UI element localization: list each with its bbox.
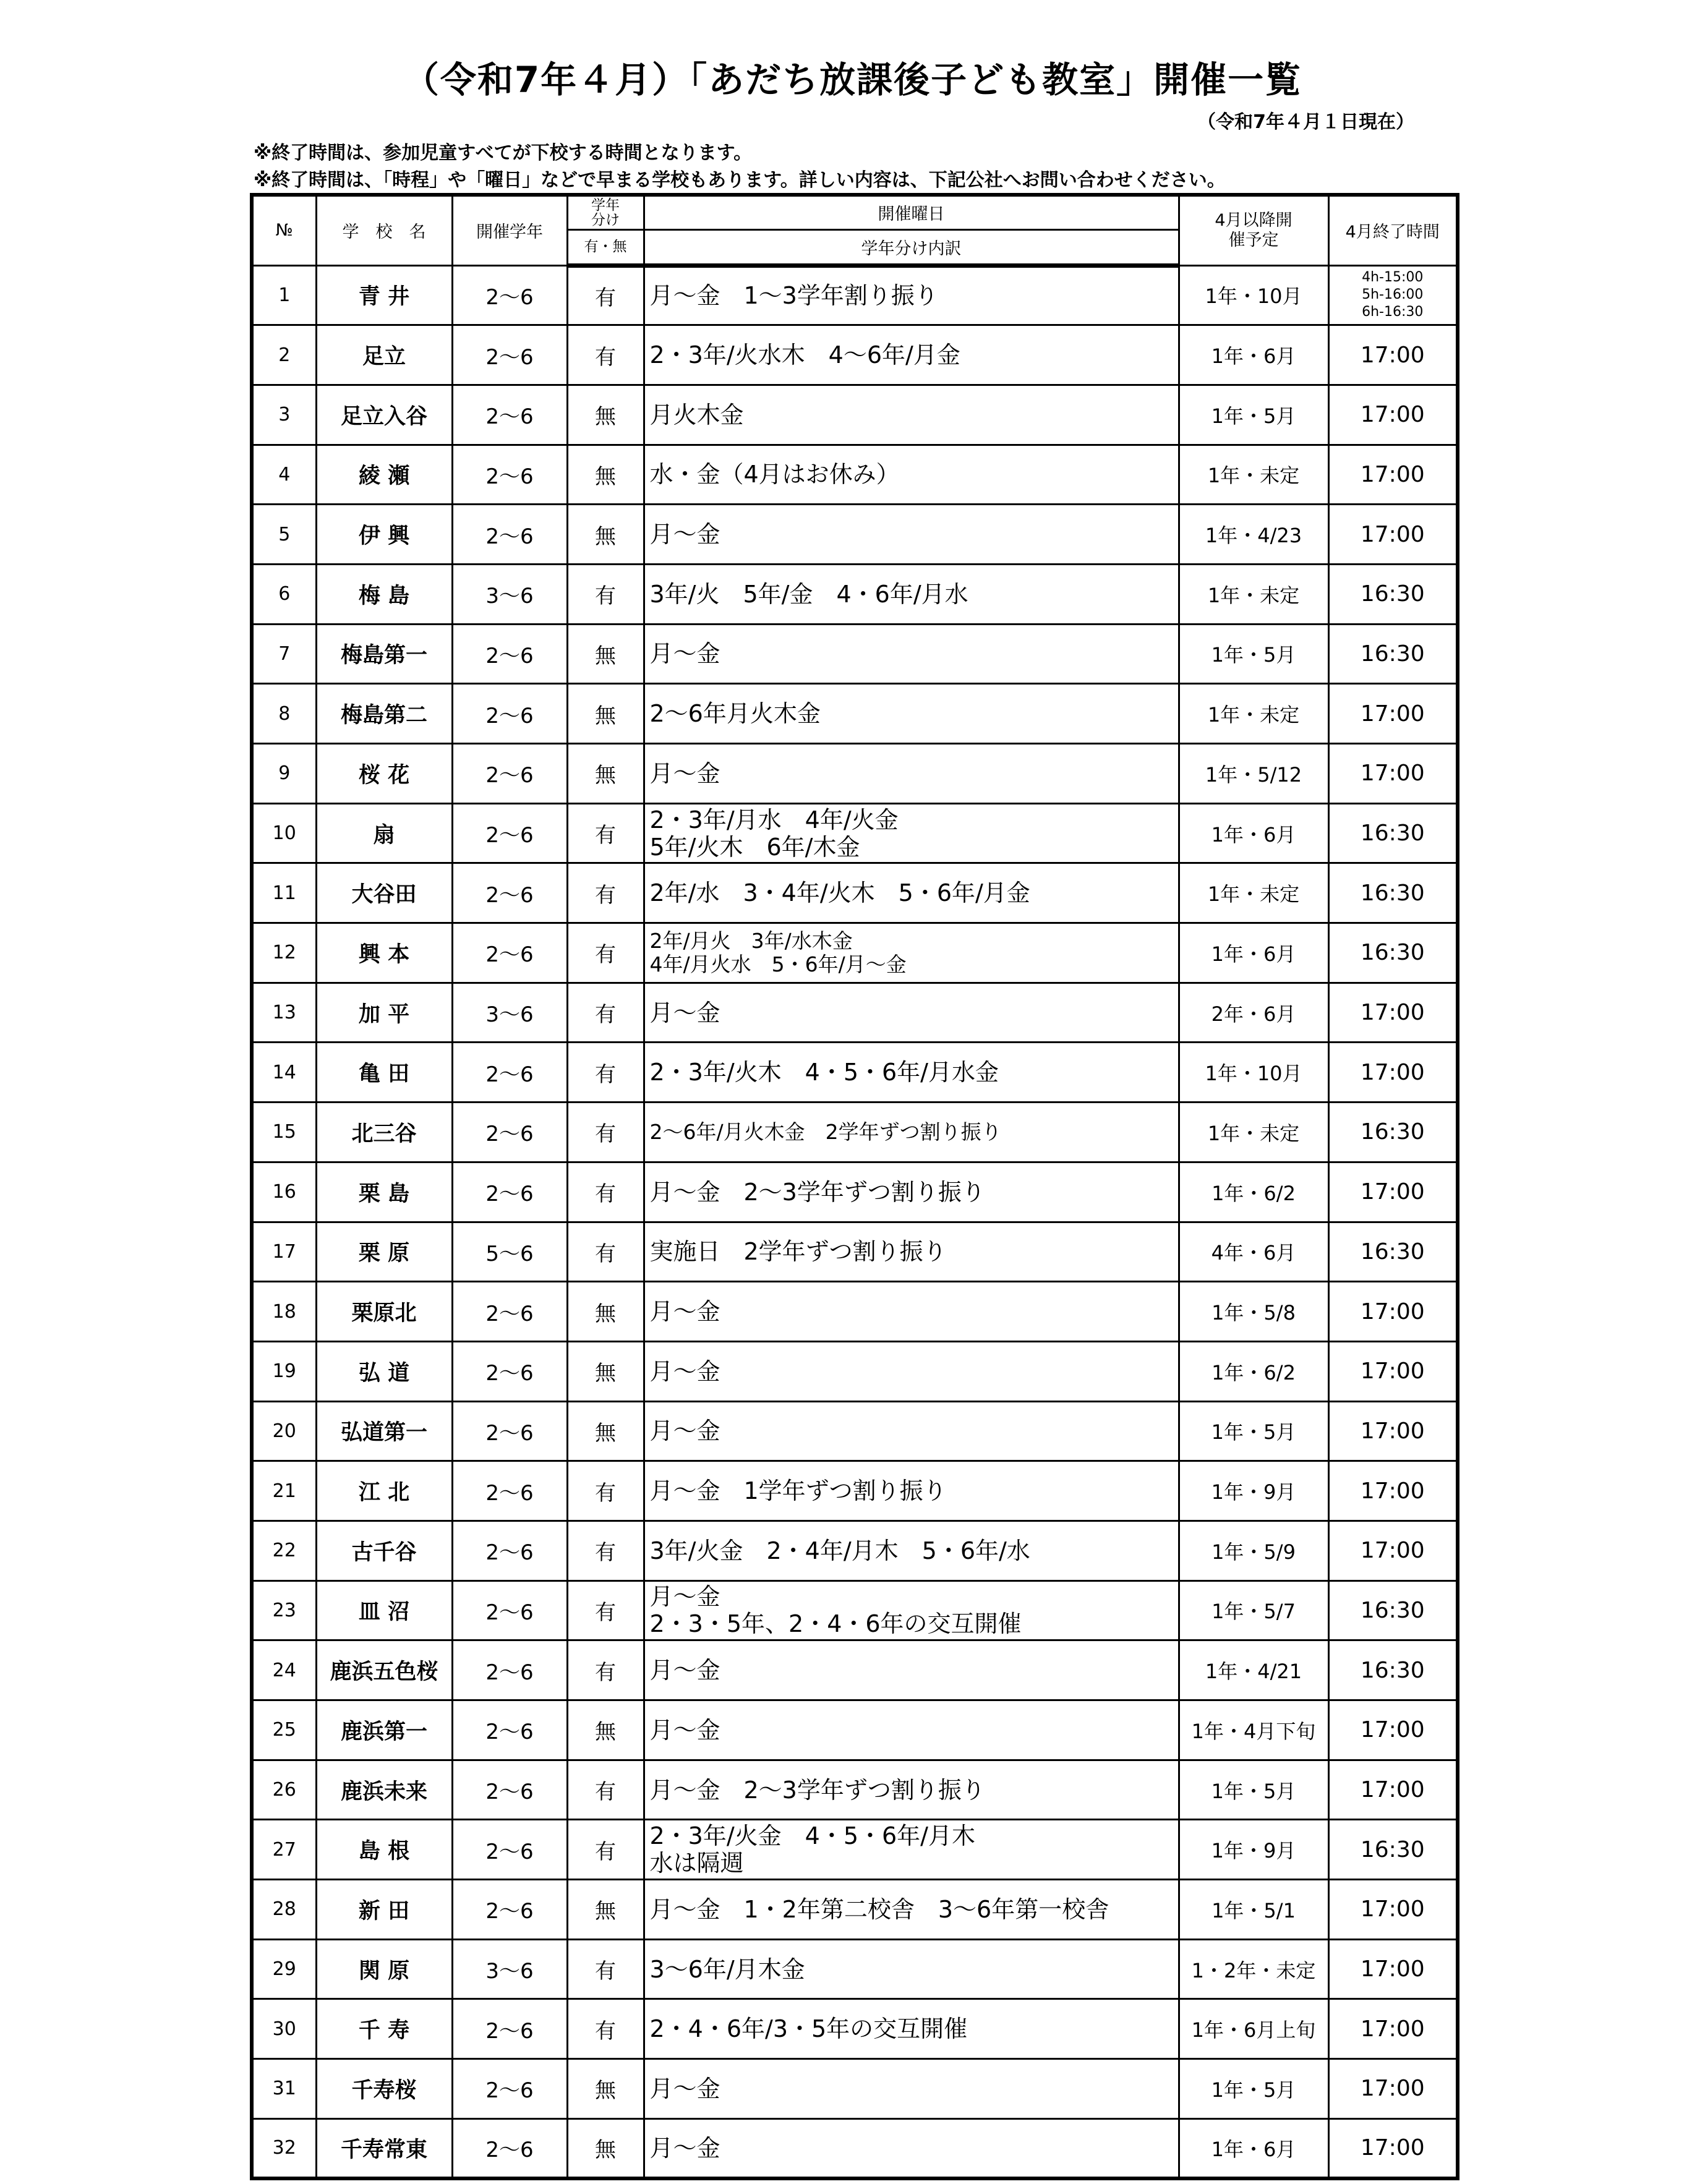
grades: 2～6	[452, 2059, 567, 2119]
row-number: 32	[252, 2118, 316, 2178]
split-detail: 月～金	[644, 2118, 1179, 2178]
split-flag: 無	[567, 2118, 644, 2178]
row-number: 29	[252, 1939, 316, 1999]
plan-start: 1年・10月	[1179, 265, 1328, 325]
school-name: 栗 島	[316, 1162, 452, 1222]
school-name: 千寿常東	[316, 2118, 452, 2178]
split-detail: 月～金 2～3学年ずつ割り振り	[644, 1162, 1179, 1222]
end-time: 17:00	[1328, 2118, 1458, 2178]
split-flag: 有	[567, 1222, 644, 1282]
school-name: 鹿浜第一	[316, 1700, 452, 1760]
row-number: 5	[252, 505, 316, 565]
plan-start: 4年・6月	[1179, 1222, 1328, 1282]
table-row	[252, 624, 1458, 684]
school-name: 島 根	[316, 1820, 452, 1880]
school-name: 伊 興	[316, 505, 452, 565]
row-number: 2	[252, 325, 316, 385]
split-flag: 無	[567, 1401, 644, 1461]
row-number: 11	[252, 863, 316, 923]
end-time: 17:00	[1328, 684, 1458, 744]
schedule-table	[250, 193, 1459, 2180]
school-name: 千寿桜	[316, 2059, 452, 2119]
end-time: 16:30	[1328, 1222, 1458, 1282]
school-name: 栗原北	[316, 1282, 452, 1342]
grades: 2～6	[452, 744, 567, 804]
school-name: 綾 瀬	[316, 445, 452, 505]
plan-start: 1年・5/8	[1179, 1282, 1328, 1342]
split-detail: 2・3年/火木 4・5・6年/月水金	[644, 1043, 1179, 1103]
split-detail: 月～金 1～3学年割り振り	[644, 265, 1179, 325]
plan-start: 1年・9月	[1179, 1820, 1328, 1880]
split-detail: 2・4・6年/3・5年の交互開催	[644, 1999, 1179, 2059]
table-row	[252, 1282, 1458, 1342]
grades: 2～6	[452, 1103, 567, 1162]
split-flag: 無	[567, 744, 644, 804]
grades: 3～6	[452, 983, 567, 1043]
grades: 2～6	[452, 624, 567, 684]
note-end-time: ※終了時間は、参加児童すべてが下校する時間となります。	[254, 142, 753, 164]
table-row	[252, 803, 1458, 863]
row-number: 31	[252, 2059, 316, 2119]
end-time: 16:30	[1328, 923, 1458, 983]
plan-start: 1年・6月	[1179, 325, 1328, 385]
detail-line: 2・3年/月水 4年/火金	[649, 806, 899, 834]
header-end-time: 4月終了時間	[1328, 195, 1458, 265]
end-time: 17:00	[1328, 1401, 1458, 1461]
table-row	[252, 505, 1458, 565]
as-of-date: （令和7年４月１日現在）	[1197, 111, 1414, 133]
detail-line: 2年/月火 3年/水木金	[649, 928, 853, 953]
end-time: 17:00	[1328, 1700, 1458, 1760]
detail-line: 2・3・5年、2・4・6年の交互開催	[649, 1610, 1022, 1638]
grades: 3～6	[452, 1939, 567, 1999]
school-name: 梅 島	[316, 564, 452, 624]
header-days: 開催曜日	[644, 195, 1179, 229]
school-name: 関 原	[316, 1939, 452, 1999]
row-number: 16	[252, 1162, 316, 1222]
split-flag: 無	[567, 1700, 644, 1760]
row-number: 9	[252, 744, 316, 804]
split-detail: 3～6年/月木金	[644, 1939, 1179, 1999]
split-detail: 月～金 1学年ずつ割り振り	[644, 1461, 1179, 1521]
row-number: 3	[252, 385, 316, 445]
split-detail: 月～金	[644, 983, 1179, 1043]
row-number: 6	[252, 564, 316, 624]
detail-line: 5年/火木 6年/木金	[649, 833, 860, 861]
grades: 2～6	[452, 505, 567, 565]
split-detail: 月～金 2～3学年ずつ割り振り	[644, 1760, 1179, 1820]
header-split-label: 学年分け	[591, 197, 620, 228]
split-flag: 無	[567, 1341, 644, 1401]
plan-start: 1年・5月	[1179, 385, 1328, 445]
header-split-sub: 有・無	[567, 229, 644, 265]
plan-start: 1年・6月	[1179, 923, 1328, 983]
plan-start: 1年・5/12	[1179, 744, 1328, 804]
school-name: 足立	[316, 325, 452, 385]
table-row	[252, 1580, 1458, 1640]
end-time: 17:00	[1328, 1461, 1458, 1521]
split-detail: 月～金	[644, 1341, 1179, 1401]
split-flag: 有	[567, 564, 644, 624]
school-name: 加 平	[316, 983, 452, 1043]
page-title: （令和7年４月）「あだち放課後子ども教室」開催一覧	[403, 59, 1302, 101]
table-row	[252, 863, 1458, 923]
table-row	[252, 1222, 1458, 1282]
table-row	[252, 1461, 1458, 1521]
end-time: 16:30	[1328, 863, 1458, 923]
note-early-end: ※終了時間は、「時程」や「曜日」などで早まる学校もあります。詳しい内容は、下記公社へお問い合わせください。	[254, 169, 1226, 191]
table-row	[252, 1103, 1458, 1162]
detail-line: 水は隔週	[649, 1849, 744, 1877]
row-number: 26	[252, 1760, 316, 1820]
table-row	[252, 445, 1458, 505]
row-number: 25	[252, 1700, 316, 1760]
split-detail: 水・金（4月はお休み）	[644, 445, 1179, 505]
split-flag: 有	[567, 1760, 644, 1820]
plan-start: 1年・9月	[1179, 1461, 1328, 1521]
plan-start: 1年・5月	[1179, 1760, 1328, 1820]
split-flag: 有	[567, 1521, 644, 1580]
split-flag: 有	[567, 923, 644, 983]
plan-start: 1年・6/2	[1179, 1341, 1328, 1401]
end-time: 17:00	[1328, 1880, 1458, 1940]
school-name: 青 井	[316, 265, 452, 325]
header-split	[567, 195, 644, 229]
end-time-line: 4h-15:00	[1362, 270, 1424, 286]
end-time: 17:00	[1328, 445, 1458, 505]
split-flag: 有	[567, 265, 644, 325]
row-number: 30	[252, 1999, 316, 2059]
row-number: 12	[252, 923, 316, 983]
end-time-line: 5h-16:00	[1362, 287, 1424, 303]
school-name: 亀 田	[316, 1043, 452, 1103]
row-number: 10	[252, 803, 316, 863]
end-time: 16:30	[1328, 1580, 1458, 1640]
plan-start: 1年・4月下旬	[1179, 1700, 1328, 1760]
split-flag: 有	[567, 1999, 644, 2059]
row-number: 15	[252, 1103, 316, 1162]
end-time: 16:30	[1328, 624, 1458, 684]
split-flag: 無	[567, 1880, 644, 1940]
grades: 3～6	[452, 564, 567, 624]
table-row	[252, 1820, 1458, 1880]
end-time: 17:00	[1328, 1760, 1458, 1820]
end-time: 17:00	[1328, 505, 1458, 565]
table-row	[252, 2059, 1458, 2119]
table-row	[252, 923, 1458, 983]
school-name: 弘 道	[316, 1341, 452, 1401]
table-row	[252, 1999, 1458, 2059]
table-row	[252, 325, 1458, 385]
split-flag: 有	[567, 1939, 644, 1999]
end-time: 17:00	[1328, 1341, 1458, 1401]
end-time: 16:30	[1328, 564, 1458, 624]
grades: 2～6	[452, 325, 567, 385]
detail-line: 2・3年/火金 4・5・6年/月木	[649, 1822, 975, 1850]
row-number: 21	[252, 1461, 316, 1521]
split-flag: 有	[567, 983, 644, 1043]
table-row	[252, 385, 1458, 445]
grades: 2～6	[452, 1820, 567, 1880]
grades: 2～6	[452, 863, 567, 923]
school-name: 弘道第一	[316, 1401, 452, 1461]
school-name: 皿 沼	[316, 1580, 452, 1640]
table-row	[252, 1939, 1458, 1999]
end-time: 17:00	[1328, 1999, 1458, 2059]
school-name: 梅島第一	[316, 624, 452, 684]
plan-start: 1年・10月	[1179, 1043, 1328, 1103]
end-time: 17:00	[1328, 1162, 1458, 1222]
school-name: 千 寿	[316, 1999, 452, 2059]
split-flag: 無	[567, 505, 644, 565]
grades: 2～6	[452, 265, 567, 325]
school-name: 鹿浜五色桜	[316, 1640, 452, 1700]
plan-start: 1年・5/1	[1179, 1880, 1328, 1940]
end-time: 16:30	[1328, 1640, 1458, 1700]
end-time	[1328, 265, 1458, 325]
row-number: 18	[252, 1282, 316, 1342]
plan-start: 1年・6月	[1179, 803, 1328, 863]
plan-start: 1年・未定	[1179, 863, 1328, 923]
end-time: 16:30	[1328, 803, 1458, 863]
row-number: 28	[252, 1880, 316, 1940]
school-name: 鹿浜未来	[316, 1760, 452, 1820]
school-name: 大谷田	[316, 863, 452, 923]
plan-start: 2年・6月	[1179, 983, 1328, 1043]
plan-start: 1年・6/2	[1179, 1162, 1328, 1222]
split-detail	[644, 923, 1179, 983]
split-flag: 有	[567, 1580, 644, 1640]
detail-line: 4年/月火水 5・6年/月～金	[649, 952, 907, 976]
header-plan-label: 4月以降開催予定	[1215, 210, 1293, 250]
school-name: 北三谷	[316, 1103, 452, 1162]
split-flag: 有	[567, 1103, 644, 1162]
split-flag: 有	[567, 325, 644, 385]
school-name: 足立入谷	[316, 385, 452, 445]
plan-start: 1年・5/7	[1179, 1580, 1328, 1640]
school-name: 江 北	[316, 1461, 452, 1521]
split-detail: 2～6年/月火木金 2学年ずつ割り振り	[644, 1103, 1179, 1162]
table-row	[252, 1640, 1458, 1700]
plan-start: 1年・未定	[1179, 445, 1328, 505]
school-name: 新 田	[316, 1880, 452, 1940]
split-detail: 2～6年月火木金	[644, 684, 1179, 744]
plan-start: 1年・5月	[1179, 624, 1328, 684]
grades: 2～6	[452, 1640, 567, 1700]
split-flag: 有	[567, 803, 644, 863]
split-flag: 有	[567, 1162, 644, 1222]
detail-line: 月～金	[649, 1583, 720, 1611]
table-body	[252, 265, 1458, 2178]
plan-start: 1年・4/21	[1179, 1640, 1328, 1700]
row-number: 7	[252, 624, 316, 684]
plan-start: 1年・4/23	[1179, 505, 1328, 565]
grades: 2～6	[452, 445, 567, 505]
school-name: 古千谷	[316, 1521, 452, 1580]
split-detail: 月～金	[644, 624, 1179, 684]
table-row	[252, 1162, 1458, 1222]
grades: 2～6	[452, 1043, 567, 1103]
grades: 2～6	[452, 1580, 567, 1640]
end-time: 17:00	[1328, 1043, 1458, 1103]
split-flag: 有	[567, 1640, 644, 1700]
row-number: 20	[252, 1401, 316, 1461]
plan-start: 1年・6月上旬	[1179, 1999, 1328, 2059]
split-detail: 月～金 1・2年第二校舎 3～6年第一校舎	[644, 1880, 1179, 1940]
school-name: 梅島第二	[316, 684, 452, 744]
grades: 2～6	[452, 1282, 567, 1342]
end-time: 17:00	[1328, 744, 1458, 804]
plan-start: 1年・5月	[1179, 2059, 1328, 2119]
split-detail: 3年/火 5年/金 4・6年/月水	[644, 564, 1179, 624]
split-detail: 月～金	[644, 1700, 1179, 1760]
end-time: 16:30	[1328, 1103, 1458, 1162]
split-detail	[644, 803, 1179, 863]
grades: 2～6	[452, 1162, 567, 1222]
table-row	[252, 2118, 1458, 2178]
split-flag: 有	[567, 1820, 644, 1880]
grades: 2～6	[452, 1401, 567, 1461]
end-time: 17:00	[1328, 2059, 1458, 2119]
split-flag: 無	[567, 445, 644, 505]
row-number: 22	[252, 1521, 316, 1580]
split-detail	[644, 1820, 1179, 1880]
table-row	[252, 265, 1458, 325]
split-detail: 月～金	[644, 1640, 1179, 1700]
table-row	[252, 564, 1458, 624]
split-detail: 2・3年/火水木 4～6年/月金	[644, 325, 1179, 385]
split-detail: 月～金	[644, 1401, 1179, 1461]
grades: 2～6	[452, 1700, 567, 1760]
split-detail: 月火木金	[644, 385, 1179, 445]
end-time: 17:00	[1328, 325, 1458, 385]
plan-start: 1年・未定	[1179, 564, 1328, 624]
table-row	[252, 1880, 1458, 1940]
row-number: 4	[252, 445, 316, 505]
end-time: 17:00	[1328, 1521, 1458, 1580]
plan-start: 1年・5/9	[1179, 1521, 1328, 1580]
grades: 2～6	[452, 923, 567, 983]
table-row	[252, 744, 1458, 804]
split-flag: 無	[567, 1282, 644, 1342]
split-detail: 月～金	[644, 744, 1179, 804]
grades: 2～6	[452, 803, 567, 863]
table-header	[252, 195, 1458, 265]
table-row	[252, 1760, 1458, 1820]
row-number: 8	[252, 684, 316, 744]
split-flag: 無	[567, 385, 644, 445]
table-row	[252, 1521, 1458, 1580]
school-name: 栗 原	[316, 1222, 452, 1282]
grades: 2～6	[452, 1461, 567, 1521]
school-name: 興 本	[316, 923, 452, 983]
grades: 2～6	[452, 2118, 567, 2178]
plan-start: 1年・6月	[1179, 2118, 1328, 2178]
end-time: 17:00	[1328, 385, 1458, 445]
split-flag: 無	[567, 624, 644, 684]
plan-start: 1・2年・未定	[1179, 1939, 1328, 1999]
end-time: 17:00	[1328, 1282, 1458, 1342]
end-time: 16:30	[1328, 1820, 1458, 1880]
row-number: 24	[252, 1640, 316, 1700]
split-flag: 無	[567, 2059, 644, 2119]
grades: 2～6	[452, 1999, 567, 2059]
row-number: 17	[252, 1222, 316, 1282]
end-time: 17:00	[1328, 983, 1458, 1043]
grades: 2～6	[452, 1521, 567, 1580]
split-flag: 有	[567, 1461, 644, 1521]
header-plan	[1179, 195, 1328, 265]
split-detail: 2年/水 3・4年/火木 5・6年/月金	[644, 863, 1179, 923]
table-row	[252, 1401, 1458, 1461]
header-school-name: 学 校 名	[316, 195, 452, 265]
table-row	[252, 684, 1458, 744]
header-detail: 学年分け内訳	[644, 229, 1179, 265]
end-time-line: 6h-16:30	[1362, 304, 1424, 320]
school-name: 桜 花	[316, 744, 452, 804]
split-flag: 有	[567, 1043, 644, 1103]
grades: 2～6	[452, 684, 567, 744]
grades: 5～6	[452, 1222, 567, 1282]
row-number: 13	[252, 983, 316, 1043]
grades: 2～6	[452, 1341, 567, 1401]
table-row	[252, 1341, 1458, 1401]
grades: 2～6	[452, 1880, 567, 1940]
split-detail: 月～金	[644, 2059, 1179, 2119]
row-number: 27	[252, 1820, 316, 1880]
plan-start: 1年・未定	[1179, 684, 1328, 744]
split-flag: 有	[567, 863, 644, 923]
school-name: 扇	[316, 803, 452, 863]
plan-start: 1年・5月	[1179, 1401, 1328, 1461]
row-number: 14	[252, 1043, 316, 1103]
plan-start: 1年・未定	[1179, 1103, 1328, 1162]
split-detail: 月～金	[644, 1282, 1179, 1342]
table-row	[252, 1043, 1458, 1103]
row-number: 1	[252, 265, 316, 325]
end-time: 17:00	[1328, 1939, 1458, 1999]
row-number: 23	[252, 1580, 316, 1640]
split-detail: 月～金	[644, 505, 1179, 565]
header-no: №	[252, 195, 316, 265]
split-detail	[644, 1580, 1179, 1640]
header-grades: 開催学年	[452, 195, 567, 265]
split-detail: 3年/火金 2・4年/月木 5・6年/水	[644, 1521, 1179, 1580]
table-row	[252, 983, 1458, 1043]
grades: 2～6	[452, 385, 567, 445]
table-row	[252, 1700, 1458, 1760]
row-number: 19	[252, 1341, 316, 1401]
split-flag: 無	[567, 684, 644, 744]
grades: 2～6	[452, 1760, 567, 1820]
split-detail: 実施日 2学年ずつ割り振り	[644, 1222, 1179, 1282]
